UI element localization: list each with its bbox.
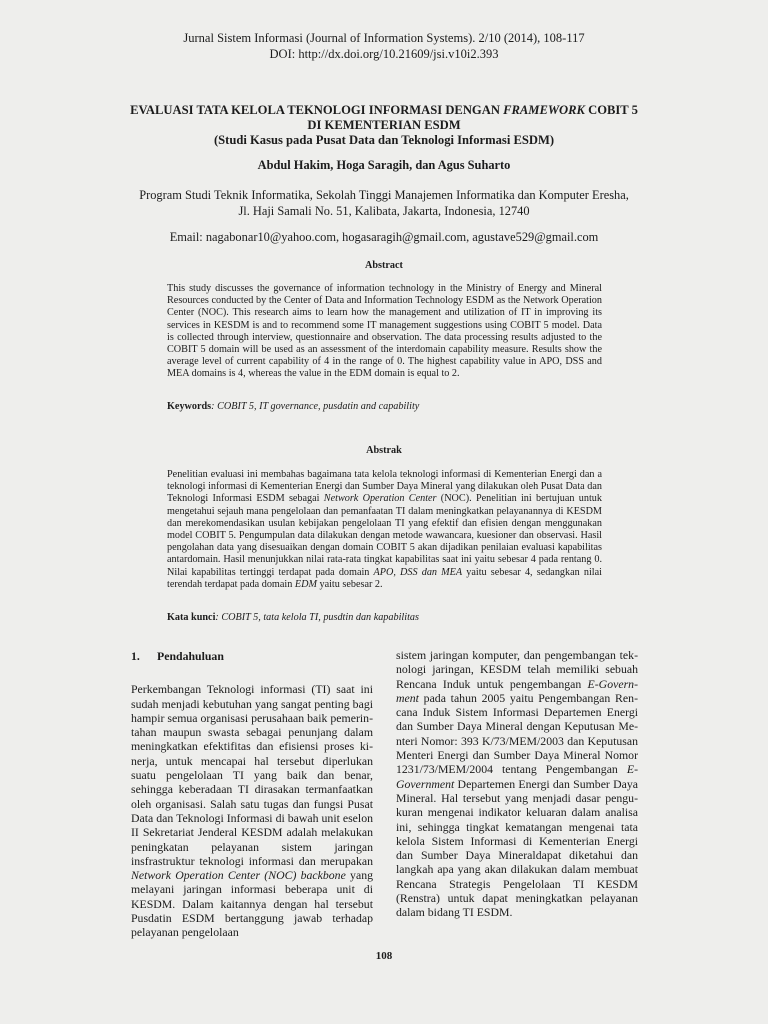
abstrak-italic-1: Network Operation Center <box>323 493 437 505</box>
kata-kunci-label: Kata kunci <box>167 612 216 623</box>
keywords-label: Keywords <box>167 401 212 412</box>
left-text-b: yang melayani jaringan informasi beberapa unit di KESDM. Dalam kaitannya dengan hal tersebut Pusdatin ESDM bertanggung jawab terhadap pelayanan pengelolaan <box>131 868 373 940</box>
title-line-1b: COBIT 5 <box>584 103 638 117</box>
section-title: Pendahuluan <box>157 649 224 663</box>
right-italic-1: E-Government <box>396 676 638 705</box>
right-text-c: Departemen Energi dan Sumber Daya Mineral. Hal tersebut yang menjadi dasar pengukuran mengenai indikator keluaran dalam analisa ini, sehingga tingkat kematangan mengenai tata kelola Sistem Informasi di Kementerian Energi dan Sumber Daya Mineraldapat diketahui dan langkah apa yang akan dilakukan dalam membuat Rencana Strategis Pengelolaan TI KESDM (Renstra) untuk dapat meningkatkan pelayanan dalam bidang TI ESDM. <box>396 776 638 920</box>
abstrak-italic-2: APO, DSS dan MEA <box>373 566 463 578</box>
kata-kunci-text: : COBIT 5, tata kelola TI, pusdtin dan kapabilitas <box>215 612 419 623</box>
kata-kunci <box>167 612 602 623</box>
title-line-2: DI KEMENTERIAN ESDM <box>307 118 461 132</box>
left-column <box>131 648 373 940</box>
keywords <box>167 401 602 412</box>
abstrak-text-4: yaitu sebesar 2. <box>316 578 383 590</box>
abstrak-body <box>167 469 602 591</box>
section-number: 1. <box>131 649 140 663</box>
right-text-b: pada tahun 2005 yaitu Pengembangan Rencana Induk Sistem Informasi Departemen Energi dan Sumber Daya Mineral dengan Keputusan Menteri Nomor: 393 K/73/MEM/2003 dan Keputusan Menteri Energi dan Sumber Daya Mineral Nomor 1231/73/MEM/2004 tentang Pengembangan <box>396 690 638 777</box>
abstrak-text-2: (NOC). Penelitian ini bertujuan untuk mengetahui sejauh mana pengelolaan dan pemanfaatan TI dalam meningkatkan pelayanannya di KESDM dan merekomendasikan usulan kebijakan pengelolaan TI yang efektif dan efisien dengan menggunakan model COBIT 5. Pengumpulan data dilakukan dengan metode wawancara, kuesioner dan observasi. Hasil pengolahan data yang disesuaikan dengan domain COBIT 5 akan dijadikan penilaian evaluasi kapabilitas antardomain. Hasil menunjukkan nilai rata-rata tingkat kapabilitas saat ini yaitu sebesar 4 pada rentang 0. Nilai kapabilitas tertinggi terdapat pada domain <box>167 493 602 578</box>
title-line-1-italic: FRAMEWORK <box>503 103 585 117</box>
abstrak-heading: Abstrak <box>366 445 402 456</box>
intro-paragraph-right <box>396 648 638 920</box>
right-italic-2: E-Government <box>396 762 638 791</box>
abstrak-text-1: Penelitian evaluasi ini membahas bagaimana tata kelola teknologi informasi di Kementerian Energi dan a teknologi informasi di Kementerian Energi dan Sumber Daya Mineral yang dilakukan oleh Pusat Data dan Teknologi Informasi ESDM sebagai <box>167 469 602 505</box>
intro-paragraph-left <box>131 682 373 939</box>
abstrak-text-3: yaitu sebesar 4, sedangkan nilai terendah terdapat pada domain <box>167 566 602 590</box>
right-text-a: sistem jaringan komputer, dan pengembangan teknologi jaringan, KESDM telah memiliki sebuah Rencana Induk untuk pengembangan <box>396 648 638 691</box>
journal-header: Jurnal Sistem Informasi (Journal of Information Systems). 2/10 (2014), 108-117 <box>183 31 585 45</box>
title-line-1a: EVALUASI TATA KELOLA TEKNOLOGI INFORMASI DENGAN <box>130 103 504 117</box>
email-line: Email: nagabonar10@yahoo.com, hogasaragih@gmail.com, agustave529@gmail.com <box>169 230 599 244</box>
section-heading <box>131 649 373 663</box>
title-line-3: (Studi Kasus pada Pusat Data dan Teknologi Informasi ESDM) <box>213 133 555 147</box>
affiliation: Program Studi Teknik Informatika, Sekolah Tinggi Manajemen Informatika dan Komputer Eresha, Jl. Haji Samali No. 51, Kalibata, Jakarta, Indonesia, 12740 <box>139 188 629 218</box>
paper-title <box>0 103 768 148</box>
page-number: 108 <box>375 950 393 962</box>
right-column <box>396 648 638 920</box>
doi-line: DOI: http://dx.doi.org/10.21609/jsi.v10i2.393 <box>269 47 499 61</box>
abstract-body: This study discusses the governance of information technology in the Ministry of Energy and Mineral Resources conducted by the Center of Data and Information Technology ESDM as the Network Operation Center (NOC). This research aims to learn how the management and utilization of IT in improving its services in KESDM is and to recommend some IT management suggestions using COBIT 5 model. Data is collected through interview, questionnaire and observation. The data processing results adjusted to the COBIT 5 domain will be used as an assessment of the interdomain capability measure. Results show the average level of current capability of 4 in the range of 0. The highest capability value in APO, DSS and MEA domains is 4, whereas the value in the EDM domain is equal to 2. <box>167 283 602 380</box>
left-text-a: Perkembangan Teknologi informasi (TI) saat ini sudah menjadi kebutuhan yang sangat penting bagi hampir semua organisasi perusahaan baik pemerintahan maupun swasta sebagai penunjang dalam meningkatkan efektifitas dan efisiensi proses kinerja, untuk mencapai hal tersebut diperlukan suatu pengelolaan TI yang baik dan benar, sehingga keberadaan TI dirasakan termanfaatkan oleh organisasi. Salah satu tugas dan fungsi Pusat Data dan Teknologi Informasi di bawah unit eselon II Sekretariat Jenderal KESDM adalah melakukan peningkatan pelayanan sistem jaringan insfrastruktur teknologi informasi dan merupakan <box>131 682 373 868</box>
abstract-heading: Abstract <box>365 260 403 271</box>
left-italic: Network Operation Center (NOC) backbone <box>131 868 346 883</box>
keywords-text: : COBIT 5, IT governance, pusdatin and capability <box>211 401 420 412</box>
abstrak-italic-3: EDM <box>294 578 317 590</box>
authors: Abdul Hakim, Hoga Saragih, dan Agus Suharto <box>257 158 511 172</box>
